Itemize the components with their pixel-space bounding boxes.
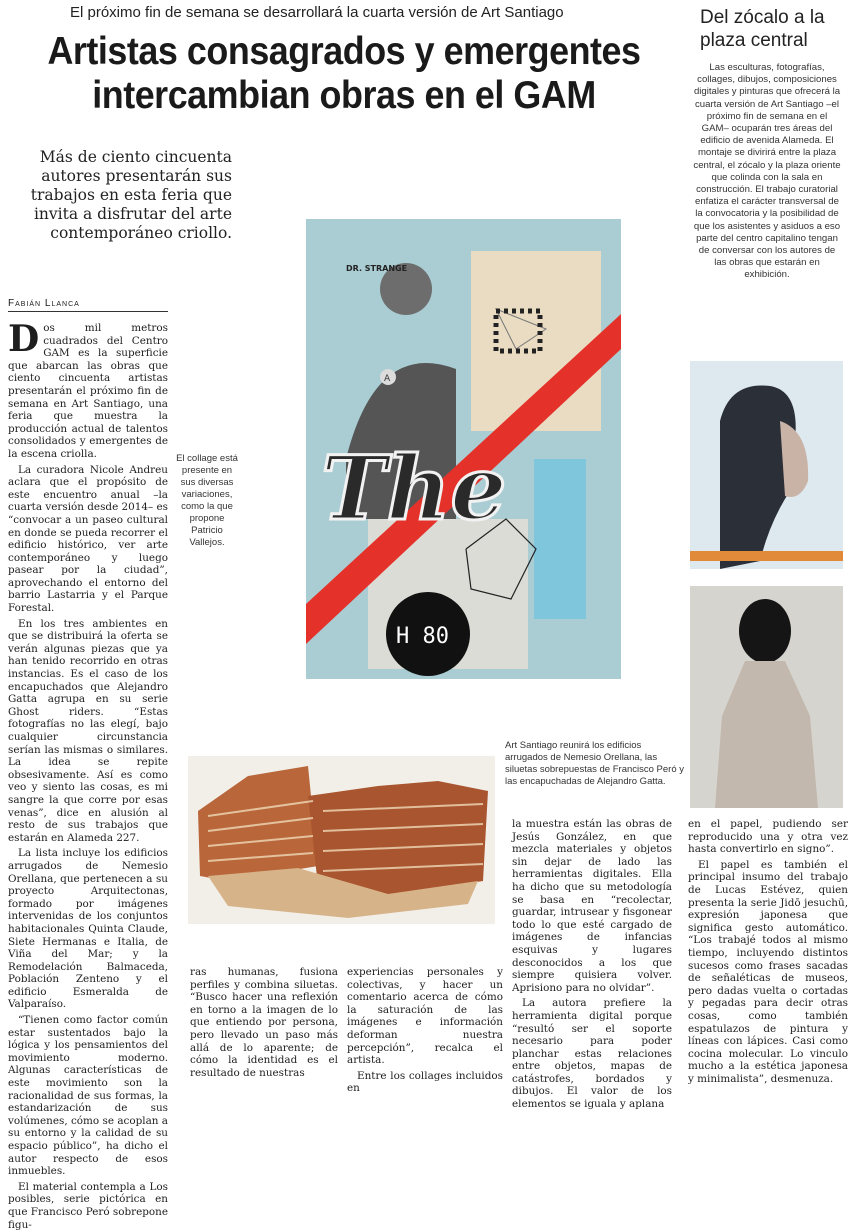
paragraph: Entre los collages incluidos en [347,1069,503,1095]
hooded-figure-photo [690,586,843,808]
paragraph: La curadora Nicole Andreu aclara que el propósito de este encuentro anual –la cuarta versión desde 2014– es “convocar a un paseo cultural en donde se pueda recorrer el edificio histórico, ver arte contemporáneo y luego pasear por la ciudad”, aprovechando el entorno del barrio Lastarria y el Parque Forestal. [8,463,168,615]
paragraph: La lista incluye los edificios arrugados de Nemesio Orellana, que pertenecen a su proyecto Arquitectonas, formado por imágenes intervenidas de los conjuntos habitacionales Quinta Claude, Siete Hermanas e Italia, de Viña del Mar; y la Remodelación Balmaceda, Población Zenteno y el edificio Esmeralda de Valparaíso. [8,847,168,1011]
portrait-painting [690,361,843,569]
headline-line-1: Artistas consagrados y emergentes [47,30,641,73]
orange-band [690,551,843,561]
paragraph: La autora prefiere la herramienta digital porque “resultó ser el soporte necesario para poder planchar estas relaciones entre objetos, mapas de catástrofes, bordados y dibujos. El valor de los elementos se iguala y aplana [512,997,672,1111]
byline: Fabián Llanca [8,298,168,312]
a-marker-label: A [384,374,391,384]
collage-word: The [321,436,507,540]
headline-line-2: intercambian obras en el GAM [92,74,596,117]
works-caption: Art Santiago reunirá los edificios arrugados de Nemesio Orellana, las siluetas sobrepuestas de Francisco Peró y las encapuchadas de Alejandro Gatta. [505,740,685,787]
lead-paragraph: Más de ciento cincuenta autores presentarán sus trabajos en esta feria que invita a disfrutar del arte contemporáneo criollo. [30,148,232,242]
building-svg [188,756,495,924]
collage-artwork [306,219,621,679]
building-artwork [188,756,495,924]
paragraph: la muestra están las obras de Jesús González, en que mezcla materiales y objetos sin dejar de lado las herramientas digitales. Ella ha dicho que su metodología se basa en “recolectar, guardar, intrusear y fisgonear todo lo que esté cargado de imágenes de infancias esquivas y lugares desconocidos a los que siempre quisiera volver. Aprisiono para no olvidar”. [512,818,672,994]
dr-strange-label: DR. STRANGE [346,264,408,273]
cyan-panel [534,459,586,619]
headline [40,30,647,118]
drop-cap: D [8,318,40,360]
sidebar-body: Las esculturas, fotografías, collages, dibujos, composiciones digitales y pinturas que ofrecerá la cuarta versión de Art Santiago –el próximo fin de semana en el GAM– ocuparán tres áreas del edificio de avenida Alameda. El montaje se divirirá entre la plaza central, el zócalo y la plaza oriente que colinda con la sala en construcción. El trabajo curatorial enfatiza el carácter transversal de la convocatoria y la posibilidad de que los asistentes y asiduos a eso parte del centro capitalino tengan de conversar con los autores de las obras que estarán en exhibición. [693,62,841,281]
paragraph: El papel es también el principal insumo del trabajo de Lucas Estévez, quien presenta la serie Jidō jesuchū, expresión japonesa que significa gesto automático. “Los trabajé todos al mismo tiempo, incluyendo distintos sucesos como frases sacadas de señaléticas de museos, pero dadas vuelta o cortadas y pegadas para decir otras cosas, como también espatulazos de pintura y líneas con lápices. Casi como cocina molecular. Lo vinculo mucho a la estética japonesa y minimalista”, desmenuza. [688,858,848,1085]
paragraph: “Tienen como factor común estar sustentados bajo la lógica y los pensamientos del movimiento moderno. Algunas características de este movimiento son la racionalidad de sus formas, la estandarización de sus volúmenes, cómo se acoplan a su entorno y la calidad de su espacio público”, ha dicho el autor respecto de esos inmuebles. [8,1014,168,1178]
article-column-2b [347,966,503,1095]
building-block-1 [198,766,318,881]
paragraph: El material contempla a Los posibles, serie pictórica en que Francisco Peró sobrepone figu- [8,1180,169,1231]
article-column-4 [688,818,848,1085]
paragraph: ras humanas, fusiona perfiles y combina siluetas. “Busco hacer una reflexión en torno a la imagen de lo que entiendo por persona, pero llevado un paso más allá de lo aparente; de cómo la identidad es el resultado de nuestras [190,966,338,1079]
collage-svg [306,219,621,679]
portrait-painting-svg [690,361,843,569]
paragraph: experiencias personales y colectivas, y hacer un comentario acerca de cómo la saturación de las imágenes e información deforman nuestra percepción”, recalca el artista. [347,966,503,1067]
kicker: El próximo fin de semana se desarrollará la cuarta versión de Art Santiago [70,4,564,21]
paragraph: En los tres ambientes en que se distribuirá la oferta se verán algunas piezas que ya han tenido recorrido en otras instancias. Es el caso de los encapuchados que Alejandro Gatta agrupa en su serie Ghost riders. “Estas fotografías no las elegí, bajo cualquier circunstancia serían las mismas o similares. La idea se repite obsesivamente. Así es como veo y siento las cosas, es mi sangre la que corre por esas venas”, dice en alusión al resto de sus trabajos que estarán en Alameda 227. [8,617,168,844]
paragraph: en el papel, pudiendo ser reproducido una y otra vez hasta convertirlo en signo”. [688,818,848,856]
collage-caption: El collage está presente en sus diversas variaciones, como la que propone Patricio Vallejos. [176,453,238,548]
hooded-figure-svg [690,586,843,808]
article-column-1 [8,318,169,1231]
h80-badge-label: H 80 [396,624,449,649]
article-column-2a [190,966,338,1079]
article-column-3 [512,818,672,1111]
hood-shape [739,599,791,663]
paragraph: os mil metros cuadrados del Centro GAM es la superficie que abarcan las obras que ciento cincuenta artistas presentarán el próximo fin de semana en Art Santiago, una feria que muestra la producción actual de talentos consolidados y emergentes de la escena criolla. [8,322,168,460]
sidebar-title: Del zócalo a la plaza central [700,7,825,51]
